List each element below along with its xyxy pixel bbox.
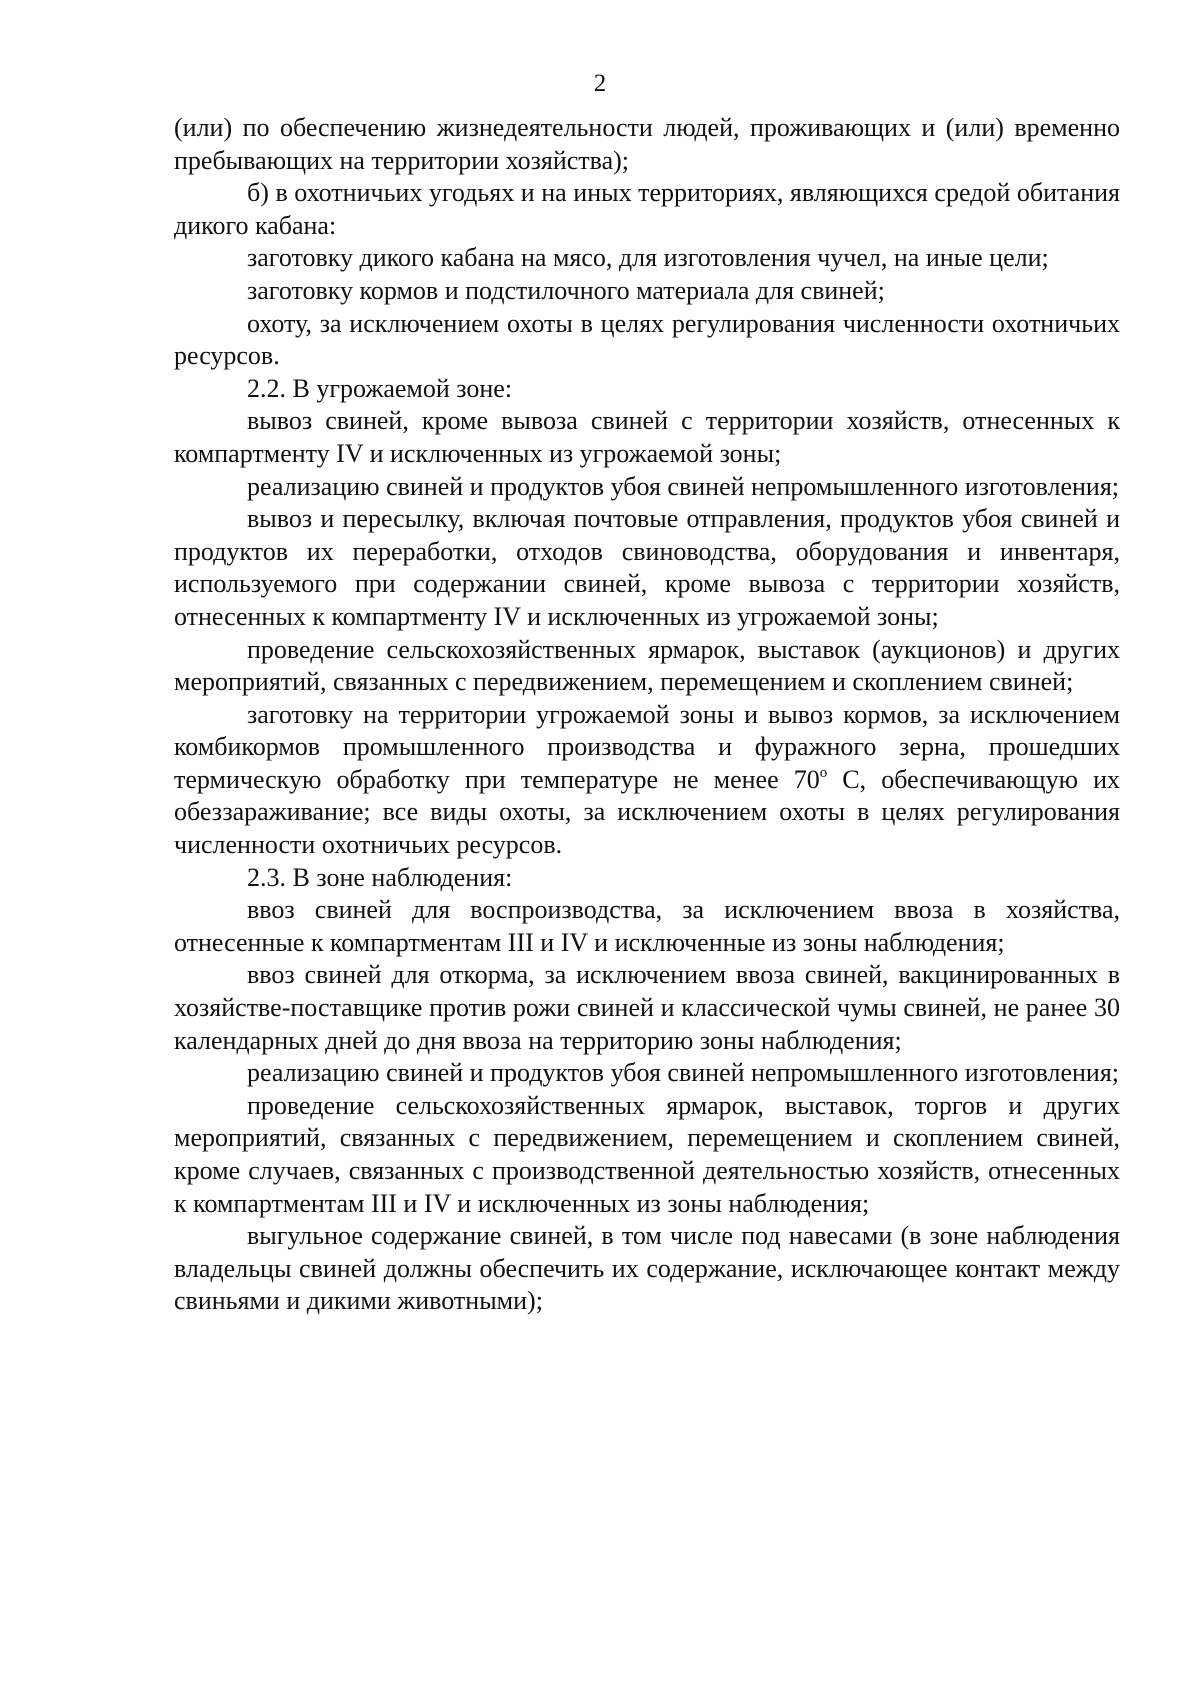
paragraph-products-shipping: вывоз и пересылку, включая почтовые отправления, продуктов убоя свиней и продуктов их переработки, отходов свиноводства, оборудования и инвентаря, используемого при содержании свиней, кроме вывоза с территории хозяйств, отнесенных к компартменту IV и исключенных из угрожаемой зоны; (174, 504, 1120, 631)
section-heading-2-3: 2.3. В зоне наблюдения: (247, 862, 513, 892)
paragraph-feed-harvest: заготовку кормов и подстилочного материала для свиней; (247, 275, 885, 305)
paragraph-pig-removal: вывоз свиней, кроме вывоза свиней с территории хозяйств, отнесенных к компартменту IV и исключенных из угрожаемой зоны; (174, 406, 1120, 468)
paragraph-feed-procurement-part1: заготовку на территории угрожаемой зоны и вывоз кормов, за исключением комбикормов промышленного производства и фуражного зерна, прошедших термическую обработку при температуре не менее 70 (174, 699, 1120, 794)
paragraph-item-b: б) в охотничьих угодьях и на иных территориях, являющихся средой обитания дикого кабана: (174, 178, 1120, 240)
paragraph-fairs-observation: проведение сельскохозяйственных ярмарок, выставок, торгов и других мероприятий, связанных с передвижением, перемещением и скоплением свиней, кроме случаев, связанных с производственной деятельностью хозяйств, отнесенных к компартментам III и IV и исключенных из зоны наблюдения; (174, 1090, 1120, 1218)
paragraph-fairs: проведение сельскохозяйственных ярмарок, выставок (аукционов) и других мероприятий, связанных с передвижением, перемещением и скоплением свиней; (174, 634, 1120, 697)
paragraph-continuation: (или) по обеспечению жизнедеятельности людей, проживающих и (или) временно пребывающих на территории хозяйства); (174, 113, 1120, 175)
paragraph-feed-procurement (174, 699, 1120, 862)
document-body (174, 112, 1120, 1318)
paragraph-pig-sale: реализацию свиней и продуктов убоя свиней непромышленного изготовления; (247, 471, 1120, 501)
paragraph-breeding-import: ввоз свиней для воспроизводства, за исключением ввоза в хозяйства, отнесенные к компартментам III и IV и исключенные из зоны наблюдения; (174, 895, 1120, 957)
page-number: 2 (593, 70, 607, 97)
paragraph-fattening-import: ввоз свиней для откорма, за исключением ввоза свиней, вакцинированных в хозяйстве-поставщике против рожи свиней и классической чумы свиней, не ранее 30 календарных дней до дня ввоза на территорию зоны наблюдения; (174, 960, 1120, 1055)
paragraph-feed-procurement-part2: С, обеспечивающую их обеззараживание; все виды охоты, за исключением охоты в целях регулирования численности охотничьих ресурсов. (174, 764, 1121, 860)
section-heading-2-2: 2.2. В угрожаемой зоне: (247, 373, 513, 403)
paragraph-hunting: охоту, за исключением охоты в целях регулирования численности охотничьих ресурсов. (174, 308, 1120, 371)
paragraph-boar-harvest: заготовку дикого кабана на мясо, для изготовления чучел, на иные цели; (247, 243, 1049, 273)
paragraph-free-range: выгульное содержание свиней, в том числе под навесами (в зоне наблюдения владельцы свиней должны обеспечить их содержание, исключающее контакт между свиньями и дикими животными); (174, 1221, 1120, 1316)
paragraph-pig-sale-observation: реализацию свиней и продуктов убоя свиней непромышленного изготовления; (247, 1058, 1120, 1088)
degree-superscript: о (819, 764, 828, 781)
